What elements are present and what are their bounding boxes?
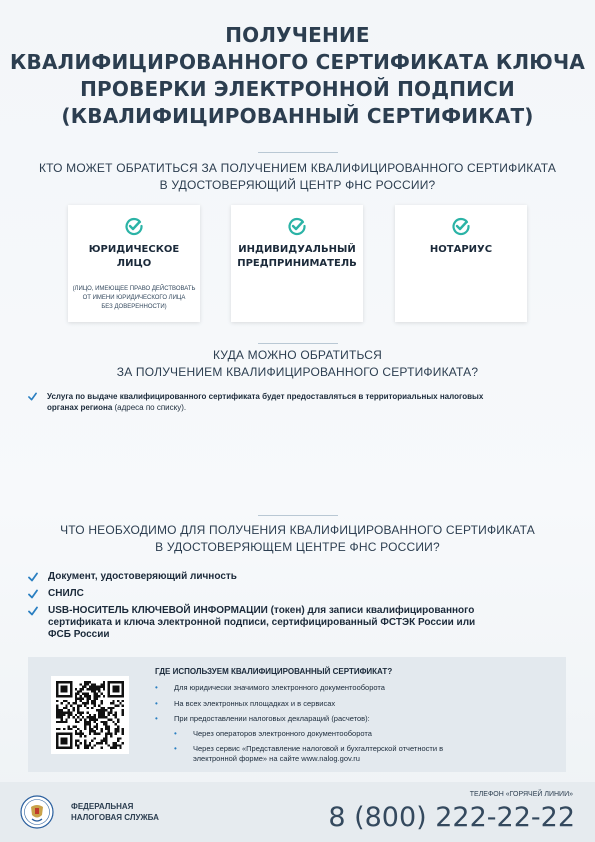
requirement-text: Документ, удостоверяющий личность [48, 571, 237, 582]
card-note-line: БЕЗ ДОВЕРЕННОСТИ) [101, 304, 167, 310]
divider [258, 343, 338, 344]
requirement-text: USB-НОСИТЕЛЬ КЛЮЧЕВОЙ ИНФОРМАЦИИ (токен) для записи квалифицированного [48, 605, 475, 616]
usage-item-text: Для юридически значимого электронного документооборота [174, 683, 385, 692]
org-name-line: НАЛОГОВАЯ СЛУЖБА [71, 813, 159, 822]
question-line: В УДОСТОВЕРЯЮЩЕМ ЦЕНТРЕ ФНС РОССИИ? [155, 540, 440, 554]
question-line: КУДА МОЖНО ОБРАТИТЬСЯ [212, 348, 383, 362]
divider [258, 515, 338, 516]
bullet-dot: • [155, 714, 158, 723]
usage-subitem-text: Через сервис «Представление налоговой и бухгалтерской отчетности в [193, 744, 444, 753]
check-circle-icon [124, 216, 144, 236]
checkmark-icon [28, 572, 38, 582]
title-line: ПРОВЕРКИ ЭЛЕКТРОННОЙ ПОДПИСИ [80, 77, 515, 101]
title-line: (КВАЛИФИЦИРОВАННЫЙ СЕРТИФИКАТ) [61, 104, 534, 128]
where-bullet-text [47, 391, 483, 413]
check-circle-icon [287, 216, 307, 236]
card-title-line: ЛИЦО [116, 258, 152, 269]
card-title [68, 243, 200, 271]
question-where [0, 347, 595, 381]
footer [0, 782, 595, 842]
checkmark-icon [28, 392, 37, 401]
usage-subitem-text: Через операторов электронного документооборота [193, 729, 372, 738]
fns-emblem-icon [20, 795, 54, 829]
card-note-line: ОТ ИМЕНИ ЮРИДИЧЕСКОГО ЛИЦА [82, 295, 186, 301]
question-line: В УДОСТОВЕРЯЮЩИЙ ЦЕНТР ФНС РОССИИ? [159, 178, 436, 192]
usage-title: ГДЕ ИСПОЛЬЗУЕМ КВАЛИФИЦИРОВАННЫЙ СЕРТИФИКАТ? [155, 667, 393, 676]
usage-subitem-text: электронной форме» на сайте www.nalog.gov.ru [193, 754, 360, 763]
checkmark-icon [28, 606, 38, 616]
card-notary [395, 205, 527, 322]
bullet-normal-text: (адреса по списку). [112, 403, 187, 412]
question-what [0, 522, 595, 556]
usage-panel [28, 657, 566, 772]
bullet-dot: • [155, 683, 158, 692]
checkmark-icon [28, 589, 38, 599]
card-title [231, 243, 363, 271]
card-note-line: (ЛИЦО, ИМЕЮЩЕЕ ПРАВО ДЕЙСТВОВАТЬ [72, 286, 196, 292]
question-who [0, 160, 595, 194]
usage-item-text: При предоставлении налоговых деклараций (расчетов): [174, 714, 370, 723]
question-line: ЗА ПОЛУЧЕНИЕМ КВАЛИФИЦИРОВАННОГО СЕРТИФИКАТА? [116, 365, 479, 379]
card-entrepreneur [231, 205, 363, 322]
check-circle-icon [451, 216, 471, 236]
card-note [68, 285, 200, 312]
bullet-dot: • [174, 744, 177, 753]
card-legal-entity [68, 205, 200, 322]
title-line: ПОЛУЧЕНИЕ [225, 23, 370, 47]
hotline-phone[interactable]: 8 (800) 222-22-22 [328, 802, 575, 833]
org-name [71, 801, 159, 823]
bullet-bold-text: органах региона [47, 403, 113, 412]
card-title-line: НОТАРИУС [429, 244, 493, 255]
qr-code [51, 676, 129, 754]
title-line: КВАЛИФИЦИРОВАННОГО СЕРТИФИКАТА КЛЮЧА [10, 50, 585, 74]
requirement-text: ФСБ России [48, 629, 110, 640]
requirement-text: СНИЛС [48, 588, 84, 599]
where-bullet [28, 391, 573, 415]
card-title [395, 243, 527, 257]
bullet-bold-text: Услуга по выдаче квалифицированного сертификата будет предоставляться в территориальных налоговых [47, 392, 484, 401]
qr-code-icon [56, 681, 124, 749]
question-line: КТО МОЖЕТ ОБРАТИТЬСЯ ЗА ПОЛУЧЕНИЕМ КВАЛИФИЦИРОВАННОГО СЕРТИФИКАТА [38, 161, 557, 175]
usage-item-text: На всех электронных площадках и в сервисах [174, 699, 336, 708]
question-line: ЧТО НЕОБХОДИМО ДЛЯ ПОЛУЧЕНИЯ КВАЛИФИЦИРОВАННОГО СЕРТИФИКАТА [60, 523, 535, 537]
bullet-dot: • [155, 699, 158, 708]
card-title-line: ИНДИВИДУАЛЬНЫЙ [238, 244, 356, 255]
requirement-text: сертификата и ключа электронной подписи, сертифицированный ФСТЭК России или [48, 617, 476, 628]
card-title-line: ПРЕДПРИНИМАТЕЛЬ [237, 258, 357, 269]
divider [258, 152, 338, 153]
card-title-line: ЮРИДИЧЕСКОЕ [88, 244, 180, 255]
org-name-line: ФЕДЕРАЛЬНАЯ [71, 802, 134, 811]
page-title [0, 22, 595, 130]
hotline-label: ТЕЛЕФОН «ГОРЯЧЕЙ ЛИНИИ» [469, 791, 573, 798]
bullet-dot: • [174, 729, 177, 738]
